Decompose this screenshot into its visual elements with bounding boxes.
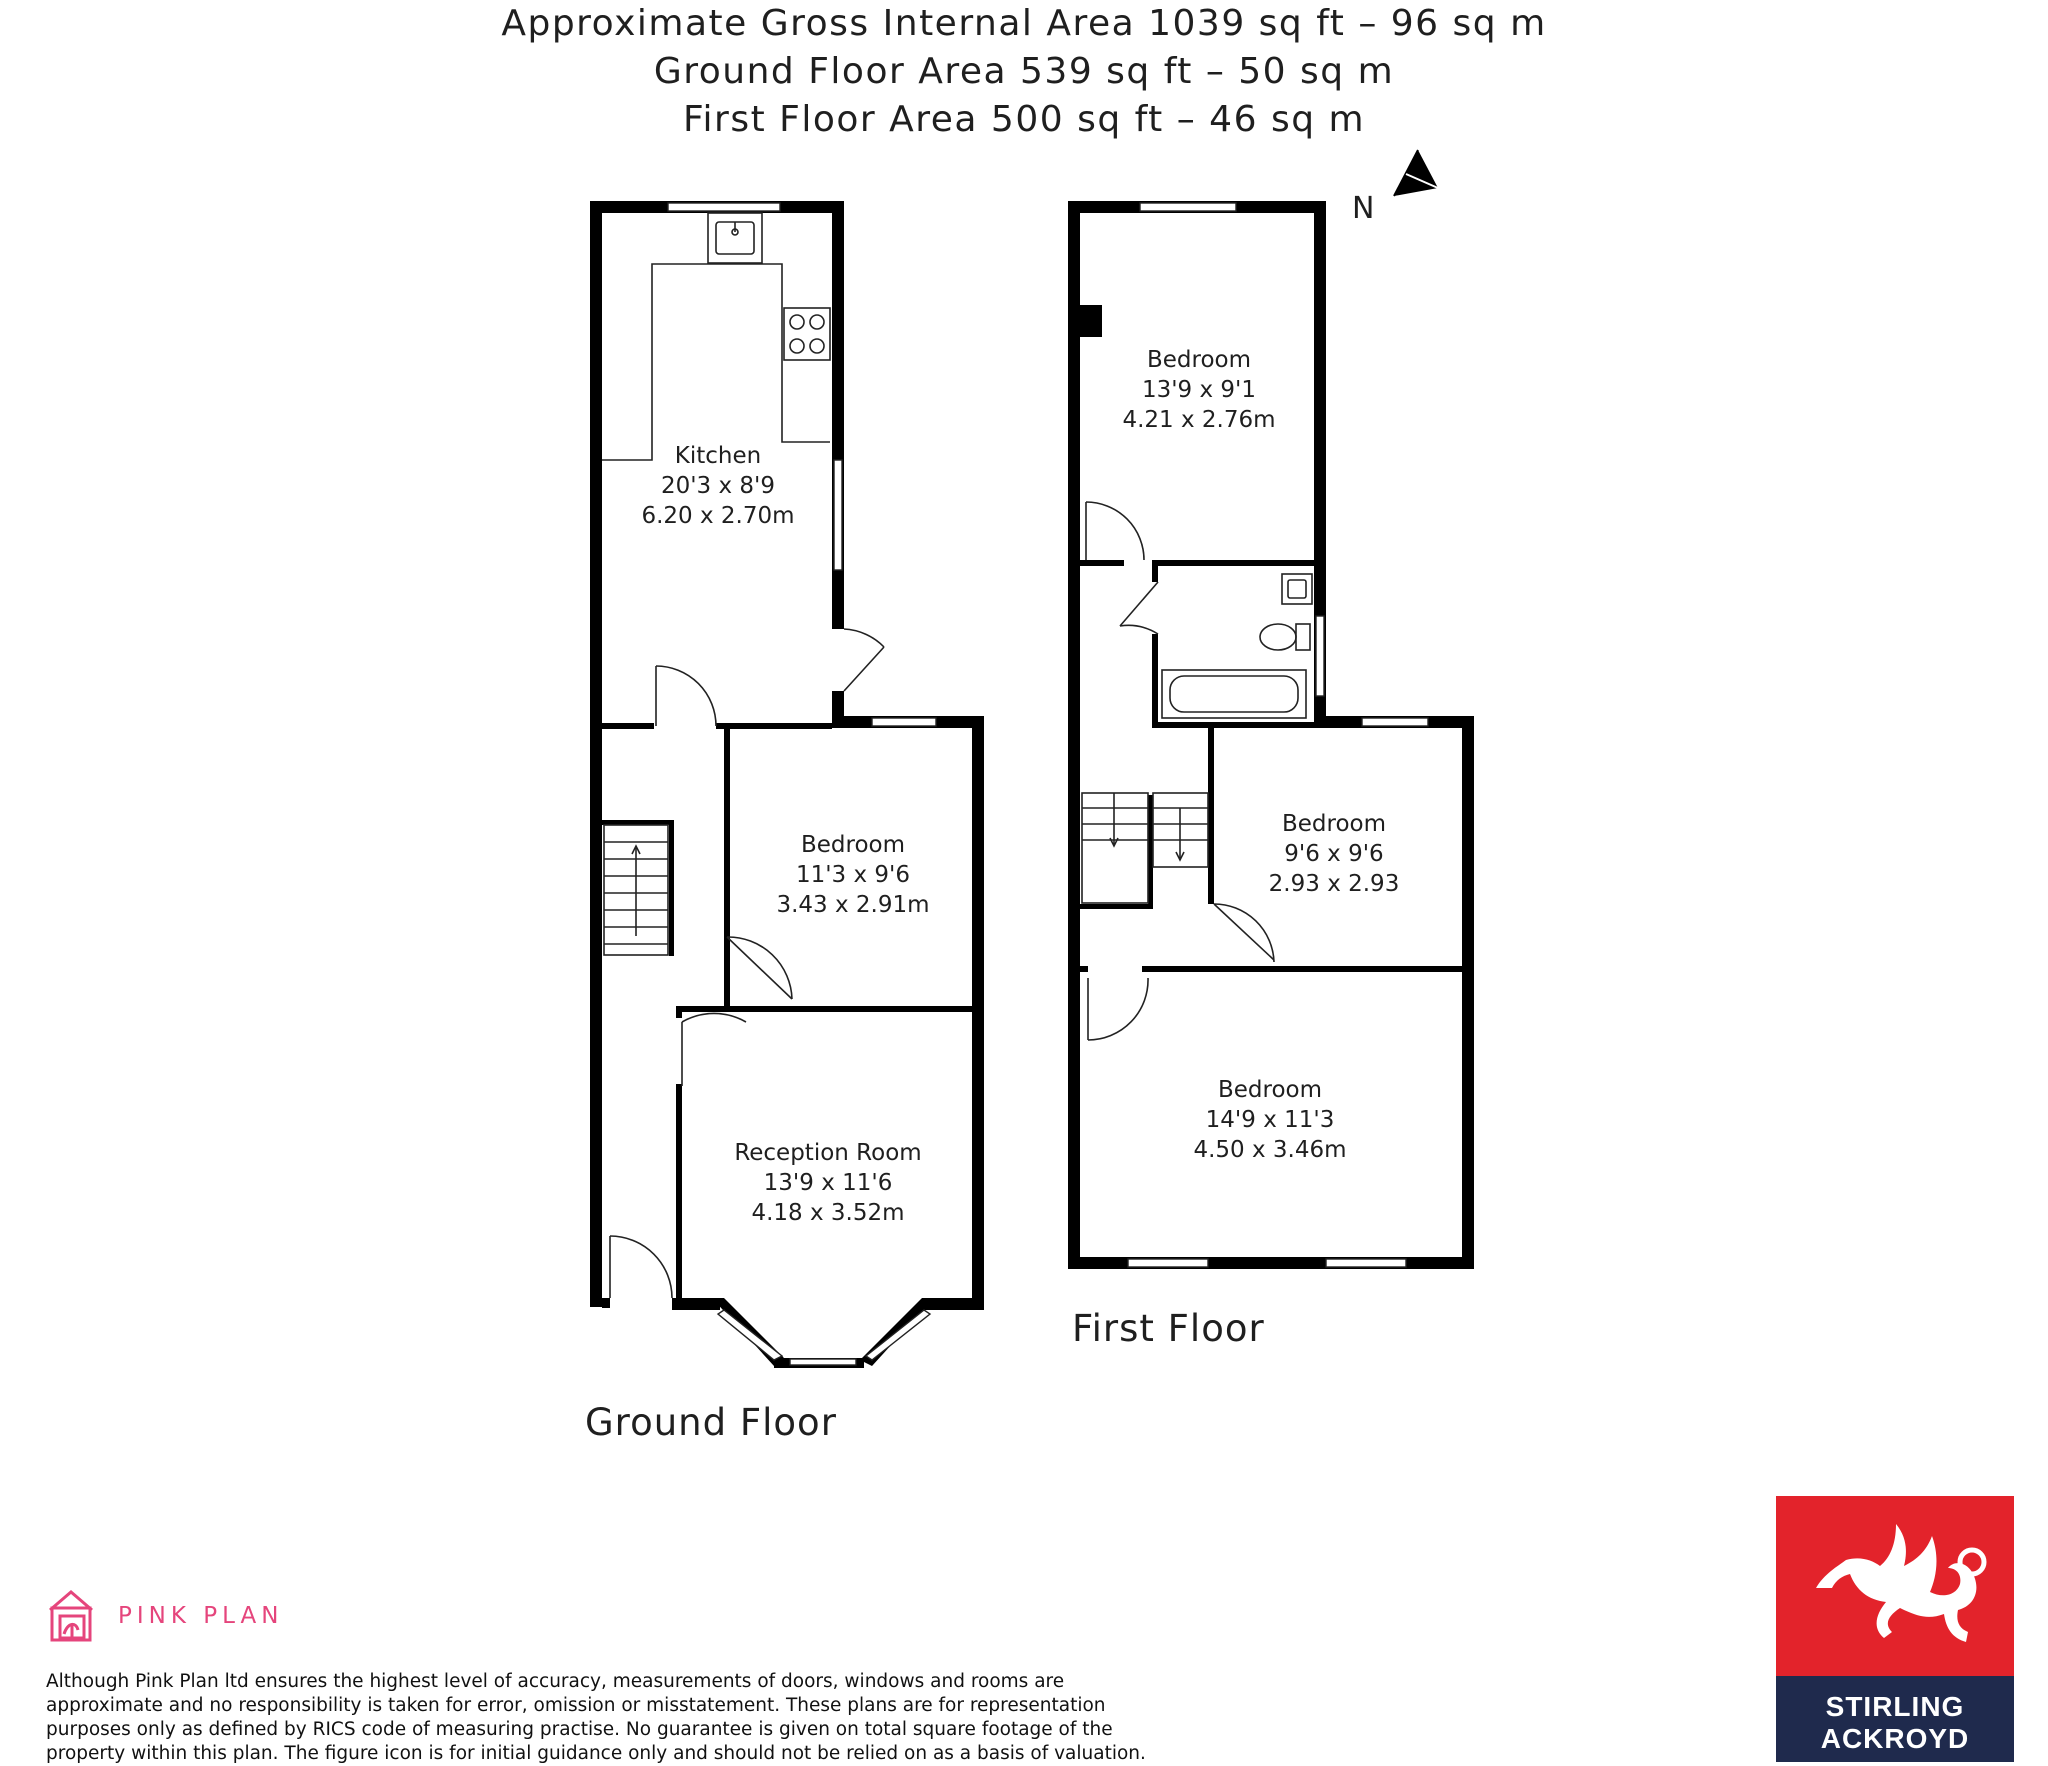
room-imperial: 14'9 x 11'3 [1205, 1107, 1335, 1133]
room-first-bedroom-2 [1269, 811, 1400, 897]
room-metric: 4.18 x 3.52m [751, 1200, 905, 1226]
room-imperial: 13'9 x 9'1 [1141, 377, 1257, 403]
logo-line-2: ACKROYD [1820, 1723, 1970, 1754]
griffin-icon [1776, 1496, 2014, 1676]
room-metric: 6.20 x 2.70m [641, 503, 795, 529]
room-name: Bedroom [1217, 1077, 1323, 1103]
room-name: Bedroom [1146, 347, 1252, 373]
pink-plan-brand [46, 1588, 283, 1644]
room-name: Bedroom [800, 832, 906, 858]
room-name: Reception Room [734, 1140, 922, 1166]
ground-floor-label: Ground Floor [585, 1401, 837, 1444]
room-imperial: 9'6 x 9'6 [1284, 841, 1384, 867]
pink-plan-house-icon [46, 1588, 96, 1644]
room-metric: 2.93 x 2.93 [1268, 871, 1400, 897]
compass-label: N [1352, 191, 1376, 226]
room-name: Kitchen [674, 443, 762, 469]
room-name: Bedroom [1281, 811, 1387, 837]
pink-plan-name: PINK PLAN [118, 1603, 284, 1629]
first-floor-label: First Floor [1072, 1307, 1265, 1350]
room-first-bedroom-1 [1122, 347, 1275, 433]
room-imperial: 11'3 x 9'6 [795, 862, 911, 888]
room-imperial: 13'9 x 11'6 [763, 1170, 893, 1196]
room-metric: 4.50 x 3.46m [1193, 1137, 1347, 1163]
room-kitchen [641, 443, 794, 529]
ground-area-text: Ground Floor Area 539 sq ft – 50 sq m [653, 51, 1395, 92]
gross-area-text: Approximate Gross Internal Area 1039 sq ft – 96 sq m [501, 3, 1547, 44]
logo-line-1: STIRLING [1825, 1691, 1965, 1722]
disclaimer-text: Although Pink Plan ltd ensures the highest level of accuracy, measurements of doors, windows and rooms are approximate and no responsibility is taken for error, omission or misstatement. These plans are for representation purposes only as defined by RICS code of measuring practise. No guarantee is given on total square footage of the property within this plan. The figure icon is for initial guidance only and should not be relied on as a basis of valuation. [46, 1671, 1146, 1764]
logo-wordmark [1776, 1691, 2014, 1755]
room-metric: 3.43 x 2.91m [776, 892, 930, 918]
room-imperial: 20'3 x 8'9 [660, 473, 776, 499]
room-ground-bedroom [776, 832, 929, 918]
first-area-text: First Floor Area 500 sq ft – 46 sq m [682, 99, 1366, 140]
room-first-bedroom-3 [1193, 1077, 1346, 1163]
room-reception [734, 1140, 921, 1226]
logo-red-panel [1776, 1496, 2014, 1676]
stirling-ackroyd-logo [1776, 1496, 2014, 1762]
north-compass-icon [1394, 150, 1438, 196]
room-metric: 4.21 x 2.76m [1122, 407, 1276, 433]
